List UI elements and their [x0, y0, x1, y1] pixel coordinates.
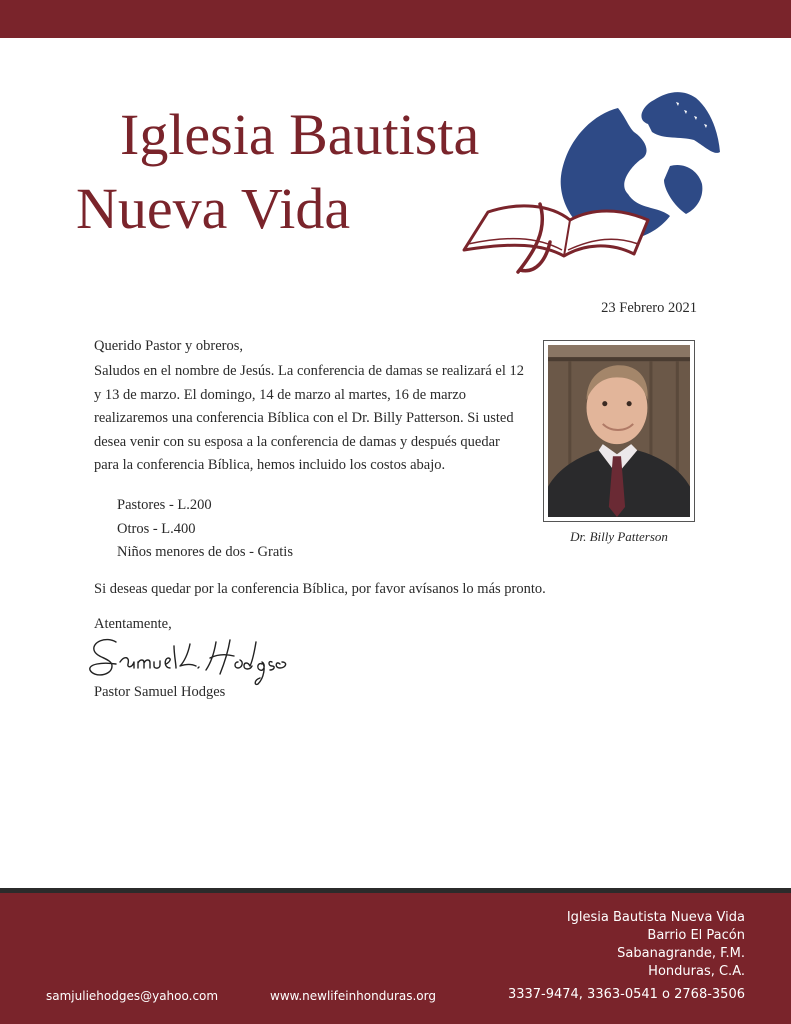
- globe-and-open-bible-icon: [458, 84, 728, 280]
- price-ninos: Niños menores de dos - Gratis: [117, 544, 293, 560]
- address-line: Barrio El Pacón: [647, 928, 745, 943]
- letter-date: 23 Febrero 2021: [601, 300, 697, 316]
- signoff: Atentamente,: [94, 616, 172, 632]
- greeting: Querido Pastor y obreros,: [94, 338, 244, 354]
- photo-caption: Dr. Billy Patterson: [570, 529, 668, 544]
- footer-phones: 3337-9474, 3363-0541 o 2768-3506: [507, 987, 745, 1002]
- top-bar: [0, 0, 791, 38]
- footer-address: [567, 909, 745, 981]
- letter-body: Saludos en el nombre de Jesús. La conferencia de damas se realizará el 12 y 13 de marzo. El domingo, 14 de marzo al martes, 16 de marzo realizaremos una conferencia Bíblica con el Dr. Billy Patterson. Si usted desea venir con su esposa a la conferencia de damas y después quedar para la conferencia Bíblica, hemos incluido los costos abajo.: [94, 363, 524, 473]
- church-name-line2: Nueva Vida: [76, 176, 351, 241]
- speaker-photo-frame: [543, 340, 695, 522]
- address-line: Honduras, C.A.: [648, 964, 745, 979]
- footer-website: www.newlifeinhonduras.org: [270, 989, 436, 1003]
- price-otros: Otros - L.400: [117, 521, 196, 537]
- signer-name: Pastor Samuel Hodges: [94, 684, 226, 700]
- church-name-line1: Iglesia Bautista: [120, 102, 480, 167]
- footer-email: samjuliehodges@yahoo.com: [46, 989, 219, 1003]
- closing-note: Si deseas quedar por la conferencia Bíblica, por favor avísanos lo más pronto.: [94, 581, 546, 597]
- address-line: Sabanagrande, F.M.: [617, 946, 745, 961]
- speaker-portrait-image: [548, 345, 690, 517]
- address-line: Iglesia Bautista Nueva Vida: [566, 910, 745, 925]
- footer: [0, 888, 791, 1024]
- price-pastores: Pastores - L.200: [117, 497, 212, 513]
